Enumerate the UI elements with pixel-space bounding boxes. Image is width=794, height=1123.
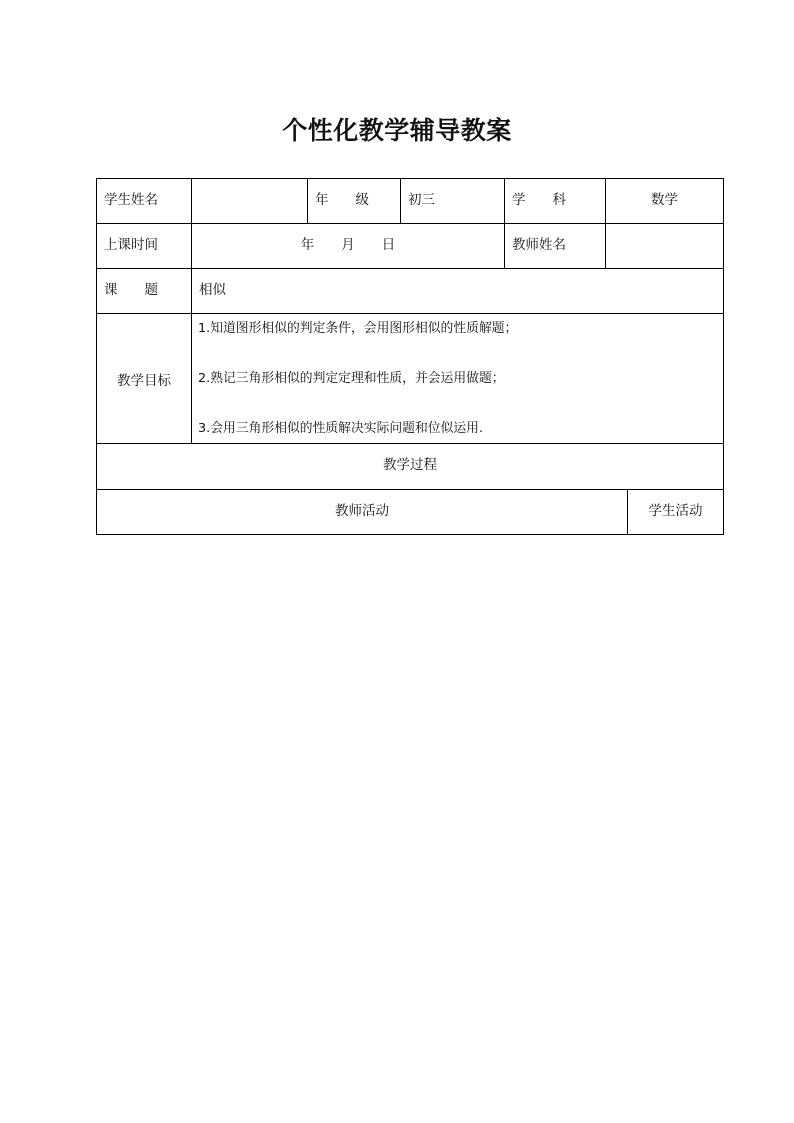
grade-field[interactable]: [401, 179, 505, 224]
teacher-name-value: [606, 224, 723, 233]
grade-label-cell: [308, 179, 401, 224]
student-name-label-cell: [97, 179, 192, 224]
student-name-value: [192, 179, 307, 188]
student-name-label: 学生姓名: [104, 192, 158, 208]
process-header-cell: [97, 444, 724, 490]
table-row-class-time: [97, 224, 724, 269]
student-activity-label: 学生活动: [648, 503, 703, 519]
lesson-plan-table: [96, 178, 724, 535]
teacher-name-field[interactable]: [606, 224, 724, 269]
objectives-field[interactable]: [192, 314, 724, 444]
objectives-label: 教学目标: [117, 372, 171, 389]
objective-item: 2.熟记三角形相似的判定定理和性质，并会运用做题；: [198, 371, 505, 386]
topic-label: 课 题: [104, 282, 158, 298]
class-time-field[interactable]: [192, 224, 505, 269]
teacher-activity-cell[interactable]: [97, 490, 628, 535]
objectives-label-cell: [97, 314, 192, 444]
grade-label: 年 级: [315, 192, 369, 208]
teacher-name-label-cell: [505, 224, 606, 269]
topic-field[interactable]: [192, 269, 724, 314]
student-name-field[interactable]: [192, 179, 308, 224]
class-time-label: 上课时间: [104, 237, 158, 253]
subject-field[interactable]: [606, 179, 724, 224]
table-row-objectives: [97, 314, 724, 444]
teacher-name-label: 教师姓名: [512, 237, 566, 253]
topic-label-cell: [97, 269, 192, 314]
subject-label: 学 科: [512, 192, 566, 208]
table-row-process-header: [97, 444, 724, 490]
objective-item: 1.知道图形相似的判定条件，会用图形相似的性质解题；: [198, 321, 518, 336]
process-label: 教学过程: [383, 457, 437, 473]
page-title: 个性化教学辅导教案: [282, 116, 512, 145]
table-row-activities: [97, 490, 724, 535]
topic-value: 相似: [199, 282, 226, 298]
objectives-list: [192, 314, 723, 441]
objective-item: 3.会用三角形相似的性质解决实际问题和位似运用.: [198, 421, 484, 436]
class-time-label-cell: [97, 224, 192, 269]
grade-value: 初三: [408, 192, 435, 208]
table-row-topic: [97, 269, 724, 314]
subject-label-cell: [505, 179, 606, 224]
teacher-activity-label: 教师活动: [335, 503, 389, 519]
student-activity-cell[interactable]: [628, 490, 724, 535]
table-row-student-info: [97, 179, 724, 224]
class-time-value: 年 月 日: [300, 237, 396, 253]
subject-value: 数学: [651, 192, 678, 208]
